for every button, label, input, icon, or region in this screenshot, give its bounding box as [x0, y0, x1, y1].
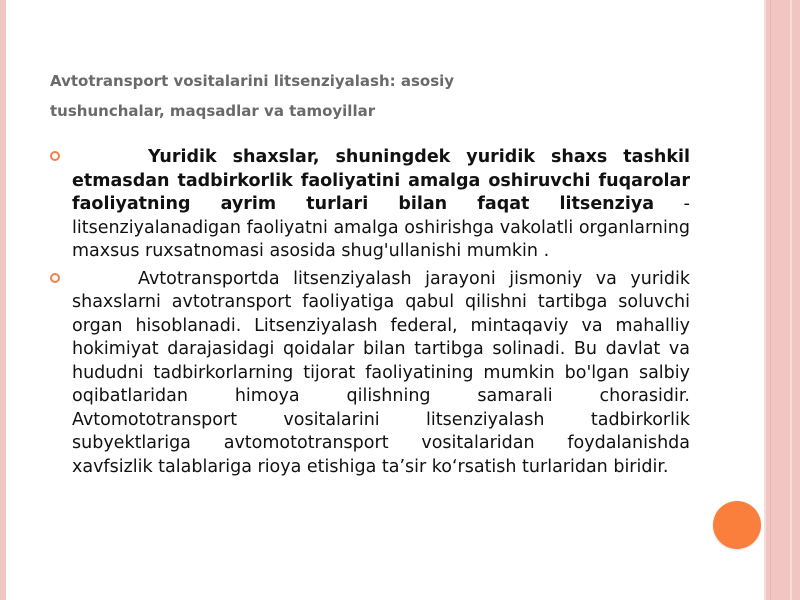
- slide-title-line-2: tushunchalar, maqsadlar va tamoyillar: [50, 102, 376, 120]
- decoration-stripe: [790, 0, 792, 600]
- bullet-1-bold-text: Yuridik shaxslar, shuningdek yuridik shaxs tashkil etmasdan tadbirkorlik faoliyatini amalga oshiruvchi fuqarolar faoliyatning ayrim turlari bilan faqat litsenziya: [72, 147, 690, 214]
- slide-title-line-1: Avtotransport vositalarini litsenziyalash: asosiy: [50, 72, 455, 90]
- bullet-list: [50, 146, 690, 483]
- ring-bullet-icon: [50, 273, 60, 283]
- slide-right-decoration: [764, 0, 800, 600]
- bullet-2-normal-text: Avtotransportda litsenziyalash jarayoni jismoniy va yuridik shaxslarni avtotransport faoliyatiga qabul qilishni tartibga soluvchi organ hisoblanadi. Litsenziyalash federal, mintaqaviy va mahalliy hokimiyat darajasidagi qoidalar bilan tartibga solinadi. Bu davlat va hududni tadbirkorlarning tijorat faoliyatining mumkin bo'lgan salbiy oqibatlaridan himoya qilishning samarali chorasidir. Avtomototransport vositalarini litsenziyalash tadbirkorlik subyektlariga avtomototransport vositalaridan foydalanishda xavfsizlik talablariga rioya etishiga ta’sir ko‘rsatish turlaridan biridir.: [72, 268, 690, 477]
- bullet-text-2: [72, 268, 690, 480]
- ring-bullet-icon: [50, 151, 60, 161]
- orange-circle-decoration: [713, 501, 761, 549]
- bullet-1-normal-text: - litsenziyalanadigan faoliyatni amalga oshirishga vakolatli organlarning maxsus ruxsatnomasi asosida shug'ullanishi mumkin .: [72, 194, 690, 261]
- bullet-item-2: [50, 268, 690, 480]
- bullet-item-1: [50, 146, 690, 264]
- slide-title: [50, 66, 710, 126]
- bullet-text-1: [72, 146, 690, 264]
- decoration-stripe: [764, 0, 766, 600]
- slide-left-border: [0, 0, 6, 600]
- decoration-stripe: [770, 0, 771, 600]
